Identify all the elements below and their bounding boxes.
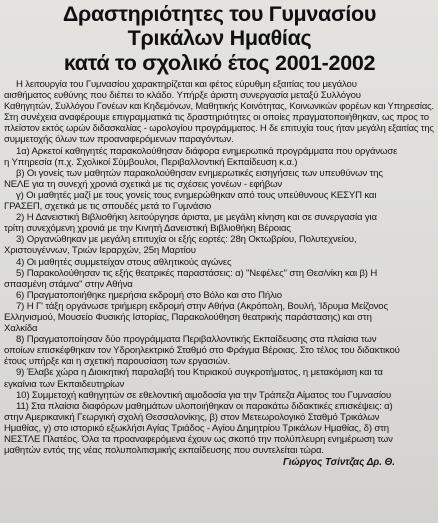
article-line: Στη συνέχεια αναφέρουμε επιγραμματικά τις δραστηριότητες οι οποίες πραγματοποιήθηκαν, ως προς το (4, 112, 429, 124)
article-line: Ελληνισμού, Μουσείο Φυσικής Ιστορίας, Παρακολούθηση θεατρικής παράστασης) και στη (4, 311, 372, 323)
article-line: σπασμένη στάμνα" στην Αθήνα (4, 278, 133, 290)
article-body (4, 79, 435, 456)
article-line: ΝΕΛΕ για τη συνεχή χρονιά σχετικά με τις σχέσεις γονέων - εφήβων (4, 178, 283, 190)
article-line: ΝΕΣΤΛΕ Πλατέος. Όλα τα προαναφερόμενα έχουν ως σκοπό την πολύπλευρη ενημέρωση των (4, 434, 393, 445)
article-line: μαθητών εντός της νέας πολυπολιτισμικής εκπαίδευσης που συντελείται τώρα. (4, 445, 324, 457)
article-line: ΓΡΑΣΕΠ, σχετικά με τις σπουδές μετά το Γυμνάσιο (4, 201, 212, 213)
article-line: Ημαθίας, γ) στο ιστορικό εξωκλήσι Αγίας Τριάδος - Αγίου Δημητρίου Τρικάλων Ημαθίας, δ) στη (4, 422, 389, 434)
headline-line-1: Δραστηριότητες του Γυμνασίου (62, 2, 377, 26)
article-line: Χαλκίδα (4, 323, 38, 335)
article-line: οποίων επισκέφθηκαν τον Υδροηλεκτρικό Σταθμό στο Φράγμα Βέροιας. Στο τέλος του διδακτικού (4, 345, 400, 357)
article-line: η Υπηρεσία (π.χ. Σχολικοί Σύμβουλοι, Περιβαλλοντική Εκπαίδευση κ.α.) (4, 156, 298, 168)
article-line: 10) Συμμετοχή καθηγητών σε εθελοντική αιμοδοσία για την Τράπεζα Αίματος του Γυμνασίου (15, 389, 392, 401)
author-signature: Γιώργος Τσίντζας Δρ. Θ. (283, 457, 395, 469)
article-line: 2) Η Δανειστική Βιβλιοθήκη λειτούργησε άριστα, με μεγάλη κίνηση και σε συνεργασία για (15, 212, 377, 224)
article-line: στην Αμερικανική Γεωργική σχολή Θεσσαλονίκης, β) στον Μετεωρολογικό Σταθμό Τρικάλων (4, 411, 380, 423)
article-line: 9) Έλαβε χώρα η Διοικητική παραλαβή του Κτιριακού συγκροτήματος, η μετακόμιση και τα (15, 367, 383, 379)
article-line: β) Οι γονείς των μαθητών παρακολούθησαν ενημερωτικές εισηγήσεις των υπευθύνων της (15, 167, 383, 179)
article-line: αισθήματος ευθύνης που διέπει το κλάδο. Υπήρξε άριστη συνεργασία μεταξύ Συλλόγου (4, 90, 361, 102)
article-line: 6) Πραγματοποιήθηκε ημερήσια εκδρομή στο Βόλο και στο Πήλιο (15, 289, 282, 301)
article-line: 8) Πραγματοποίησαν δύο προγράμματα Περιβαλλοντικής Εκπαίδευσης στα πλαίσια των (15, 334, 377, 346)
headline-line-2: Τρικάλων Ημαθίας (127, 26, 312, 50)
article-line: 11) Στα πλαίσια διαφόρων μαθημάτων υλοποιήθηκαν οι παρακάτω διδακτικές επισκέψεις: α) (15, 400, 393, 412)
article-line: 1α) Αρκετοί καθηγητές παρακολούθησαν διάφορα ενημερωτικά προγράμματα που οργάνωσε (15, 145, 398, 157)
article-line: Καθηγητών, Συλλόγου Γονέων και Κηδεμόνων, Μαθητικής Κοινότητας, Κοινωνικών φορέων και Υπηρεσίας. (4, 101, 434, 113)
article-line: 7) Η Γ' τάξη οργάνωσε τριήμερη εκδρομή στην Αθήνα (Ακρόπολη, Βουλή, Ίδρυμα Μείζονος (15, 300, 388, 312)
article-line: συμμετοχής όλων των προαναφερόμενων παραγόντων. (4, 134, 234, 146)
article-line: 5) Παρακολούθησαν τις εξής θεατρικές παραστάσεις: α) "Νεφέλες" στη Θεσ/νίκη και β) Η (15, 267, 378, 279)
article-line: γ) Οι μαθητές μαζί με τους γονείς τους ενημερώθηκαν από τους υπεύθυνους ΚΕΣΥΠ και (15, 189, 377, 201)
article-line: Η λειτουργία του Γυμνασίου χαρακτηρίζεται και φέτος εύρυθμη εξαιτίας του μεγάλου (15, 79, 357, 90)
article-line: Χριστουγέννων, Τριών Ιεραρχών, 25η Μαρτίου (4, 245, 196, 257)
article-line: έτους υπήρξε και η σχετική παρουσίαση των εργασιών. (4, 356, 230, 368)
article-line: εγκαίνια των Εκπαιδευτηρίων (4, 378, 125, 390)
article-line: 4) Οι μαθητές συμμετείχαν στους αθλητικούς αγώνες (15, 256, 232, 268)
article-line: τρίτη συνεχόμενη χρονιά με την Κινητή Δανειστική Βιβλιοθήκη Βέροιας (4, 223, 291, 235)
headline-line-3: κατά το σχολικό έτος 2001-2002 (63, 51, 376, 75)
article-line: 3) Οργανώθηκαν με μεγάλη επιτυχία οι εξής εορτές: 28η Οκτωβρίου, Πολυτεχνείου, (15, 234, 357, 246)
article-line: πλείστον εκτός ωρών διδασκαλίας - ωρολογίου προγράμματος. Η δε επιτυχία τους ήταν μεγάλη εξαιτίας της (4, 123, 434, 135)
